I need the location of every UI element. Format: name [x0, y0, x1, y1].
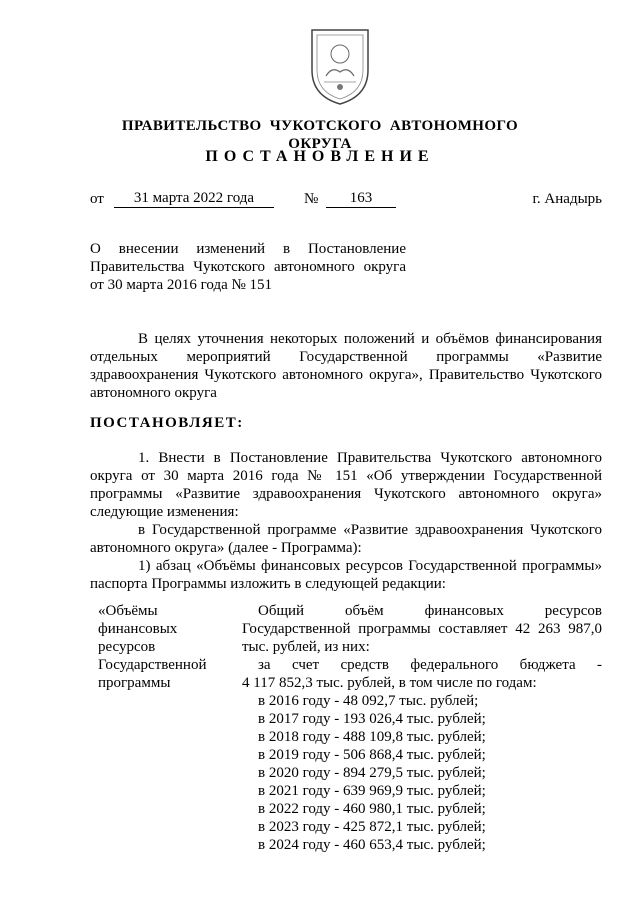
decree-subject — [90, 240, 406, 294]
item-1-program-paragraph — [90, 521, 602, 557]
table-label-line: финансовых — [98, 621, 178, 637]
paragraph-line: В целях уточнения некоторых положений и объёмов финансирования — [138, 331, 602, 347]
date-prefix: от — [90, 191, 104, 207]
coat-of-arms-emblem — [304, 24, 376, 108]
year-funding-line: в 2021 году - 639 969,9 тыс. рублей; — [258, 783, 486, 799]
table-label-line: Государственной — [98, 657, 207, 673]
year-funding-line: в 2018 году - 488 109,8 тыс. рублей; — [258, 729, 486, 745]
passport-table-label-cell — [98, 602, 228, 692]
decree-title: ПОСТАНОВЛЕНИЕ — [205, 148, 435, 165]
paragraph-line: 1) абзац «Объёмы финансовых ресурсов Государственной программы» — [138, 558, 602, 574]
year-funding-line: в 2024 году - 460 653,4 тыс. рублей; — [258, 837, 486, 853]
paragraph-line: 1. Внести в Постановление Правительства Чукотского автономного — [138, 450, 602, 466]
paragraph-line: здравоохранения Чукотского автономного округа», Правительство Чукотского — [90, 367, 602, 383]
table-value-line: тыс. рублей, из них: — [242, 639, 370, 655]
item-1-paragraph — [90, 449, 602, 521]
number-sign: № — [304, 191, 319, 207]
year-funding-line: в 2023 году - 425 872,1 тыс. рублей; — [258, 819, 486, 835]
resolves-heading: ПОСТАНОВЛЯЕТ: — [90, 415, 244, 431]
year-funding-line: в 2017 году - 193 026,4 тыс. рублей; — [258, 711, 486, 727]
paragraph-line: паспорта Программы изложить в следующей редакции: — [90, 576, 446, 592]
table-value-line: за счет средств федерального бюджета - — [258, 657, 602, 673]
preamble-paragraph — [90, 330, 602, 402]
table-value-line: Государственной программы составляет 42 263 987,0 — [242, 621, 602, 637]
table-label-line: ресурсов — [98, 639, 156, 655]
paragraph-line: округа от 30 марта 2016 года № 151 «Об утверждении Государственной — [90, 468, 602, 484]
paragraph-line: программы «Развитие здравоохранения Чукотского автономного округа» — [90, 486, 602, 502]
paragraph-line: автономного округа — [90, 385, 217, 401]
decree-city: г. Анадырь — [532, 191, 602, 207]
government-title: ПРАВИТЕЛЬСТВО ЧУКОТСКОГО АВТОНОМНОГО ОКРУГА — [121, 118, 519, 152]
table-value-line: Общий объём финансовых ресурсов — [258, 603, 602, 619]
paragraph-line: в Государственной программе «Развитие здравоохранения Чукотского — [138, 522, 602, 538]
subject-line: О внесении изменений в Постановление — [90, 241, 406, 257]
decree-meta-row — [90, 190, 602, 210]
paragraph-line: автономного округа» (далее - Программа): — [90, 540, 362, 556]
year-funding-line: в 2019 году - 506 868,4 тыс. рублей; — [258, 747, 486, 763]
table-value-line: 4 117 852,3 тыс. рублей, в том числе по годам: — [242, 675, 537, 691]
decree-date: 31 марта 2022 года — [114, 190, 274, 208]
subject-line: Правительства Чукотского автономного округа — [90, 259, 406, 275]
passport-table-value-cell — [242, 602, 602, 854]
table-label-line: «Объёмы — [98, 603, 158, 619]
item-1-sub-1-paragraph — [90, 557, 602, 593]
year-funding-line: в 2016 году - 48 092,7 тыс. рублей; — [258, 693, 479, 709]
year-funding-line: в 2022 году - 460 980,1 тыс. рублей; — [258, 801, 486, 817]
paragraph-line: следующие изменения: — [90, 504, 239, 520]
decree-number: 163 — [326, 190, 396, 208]
year-funding-line: в 2020 году - 894 279,5 тыс. рублей; — [258, 765, 486, 781]
paragraph-line: отдельных мероприятий Государственной программы «Развитие — [90, 349, 602, 365]
table-label-line: программы — [98, 675, 171, 691]
subject-line: от 30 марта 2016 года № 151 — [90, 277, 273, 293]
